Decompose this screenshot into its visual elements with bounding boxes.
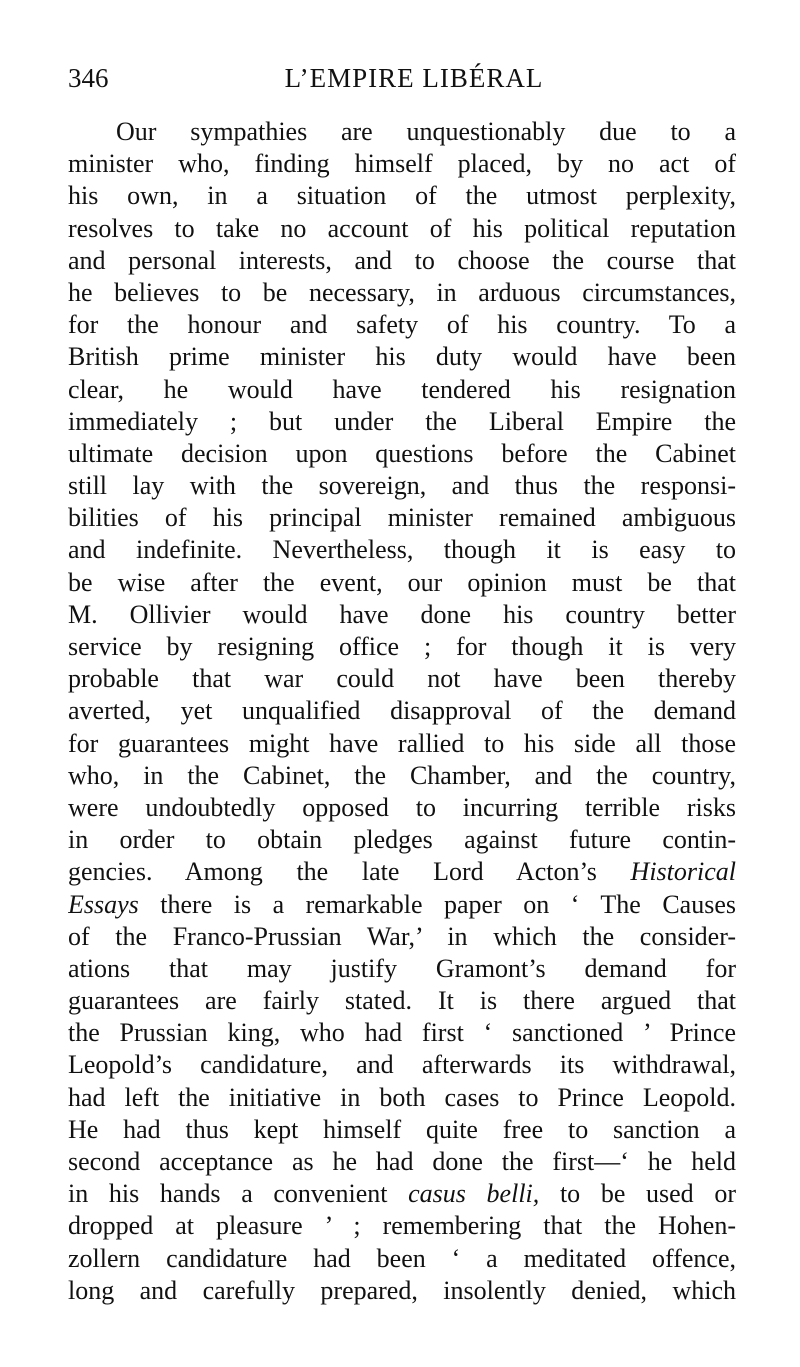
running-head [68, 60, 736, 96]
text-line: clear, he would have tendered his resignation [68, 374, 736, 404]
text-line: and indefinite. Nevertheless, though it is easy to [68, 535, 736, 565]
text-line: minister who, finding himself placed, by no act of [68, 149, 736, 179]
body-paragraph [68, 116, 736, 1307]
text-line: probable that war could not have been thereby [68, 664, 736, 694]
text-line: of the Franco-Prussian War,’ in which the consider- [68, 921, 736, 951]
text-segment: gencies. Among the late Lord Acton’s [68, 857, 631, 887]
italic-title: Historical [630, 857, 736, 887]
text-segment: there is a remarkable paper on ‘ The Causes [138, 889, 736, 919]
text-segment: in his hands a convenient [68, 1179, 409, 1209]
running-title: L’EMPIRE LIBÉRAL [284, 63, 544, 93]
text-line: still lay with the sovereign, and thus the responsi- [68, 471, 736, 501]
text-line: for guarantees might have rallied to his side all those [68, 728, 736, 758]
text-line: British prime minister his duty would have been [68, 342, 736, 372]
text-line: guarantees are fairly stated. It is there argued that [68, 986, 736, 1016]
text-line: service by resigning office ; for though it is very [68, 632, 736, 661]
page-number: 346 [68, 63, 109, 93]
book-page [68, 60, 736, 1307]
text-line: his own, in a situation of the utmost perplexity, [68, 181, 736, 211]
text-line: averted, yet unqualified disapproval of the demand [68, 696, 736, 726]
text-line: dropped at pleasure ’ ; remembering that the Hohen- [68, 1211, 736, 1241]
text-line: ations that may justify Gramont’s demand for [68, 953, 736, 983]
text-line [68, 889, 736, 921]
text-line: Leopold’s candidature, and afterwards its withdrawal, [68, 1050, 736, 1080]
italic-title: Essays [68, 889, 139, 919]
text-line: zollern candidature had been ‘ a meditated offence, [68, 1243, 736, 1273]
text-line: He had thus kept himself quite free to sanction a [68, 1114, 736, 1144]
text-line: had left the initiative in both cases to Prince Leopold. [68, 1082, 736, 1112]
text-line: in order to obtain pledges against future contin- [68, 825, 736, 855]
text-line: immediately ; but under the Liberal Empire the [68, 406, 736, 436]
text-line: bilities of his principal minister remained ambiguous [68, 503, 736, 533]
text-line: the Prussian king, who had first ‘ sanctioned ’ Prince [68, 1018, 736, 1048]
text-line [68, 1178, 736, 1210]
text-line: ultimate decision upon questions before the Cabinet [68, 438, 736, 468]
text-line: be wise after the event, our opinion must be that [68, 567, 736, 597]
text-segment: to be used or [539, 1179, 736, 1209]
text-line: who, in the Cabinet, the Chamber, and the country, [68, 760, 736, 790]
text-line: second acceptance as he had done the first—‘ he held [68, 1147, 736, 1176]
text-line [68, 856, 736, 888]
italic-phrase: casus belli, [408, 1179, 540, 1209]
text-line: M. Ollivier would have done his country better [68, 599, 736, 629]
text-line: resolves to take no account of his political reputation [68, 213, 736, 243]
text-line: Our sympathies are unquestionably due to a [116, 117, 736, 146]
text-line: for the honour and safety of his country. To a [68, 310, 736, 340]
text-line: he believes to be necessary, in arduous circumstances, [68, 277, 736, 307]
text-line: were undoubtedly opposed to incurring terrible risks [68, 792, 736, 822]
text-line: and personal interests, and to choose the course that [68, 245, 736, 275]
text-line: long and carefully prepared, insolently denied, which [68, 1275, 736, 1305]
